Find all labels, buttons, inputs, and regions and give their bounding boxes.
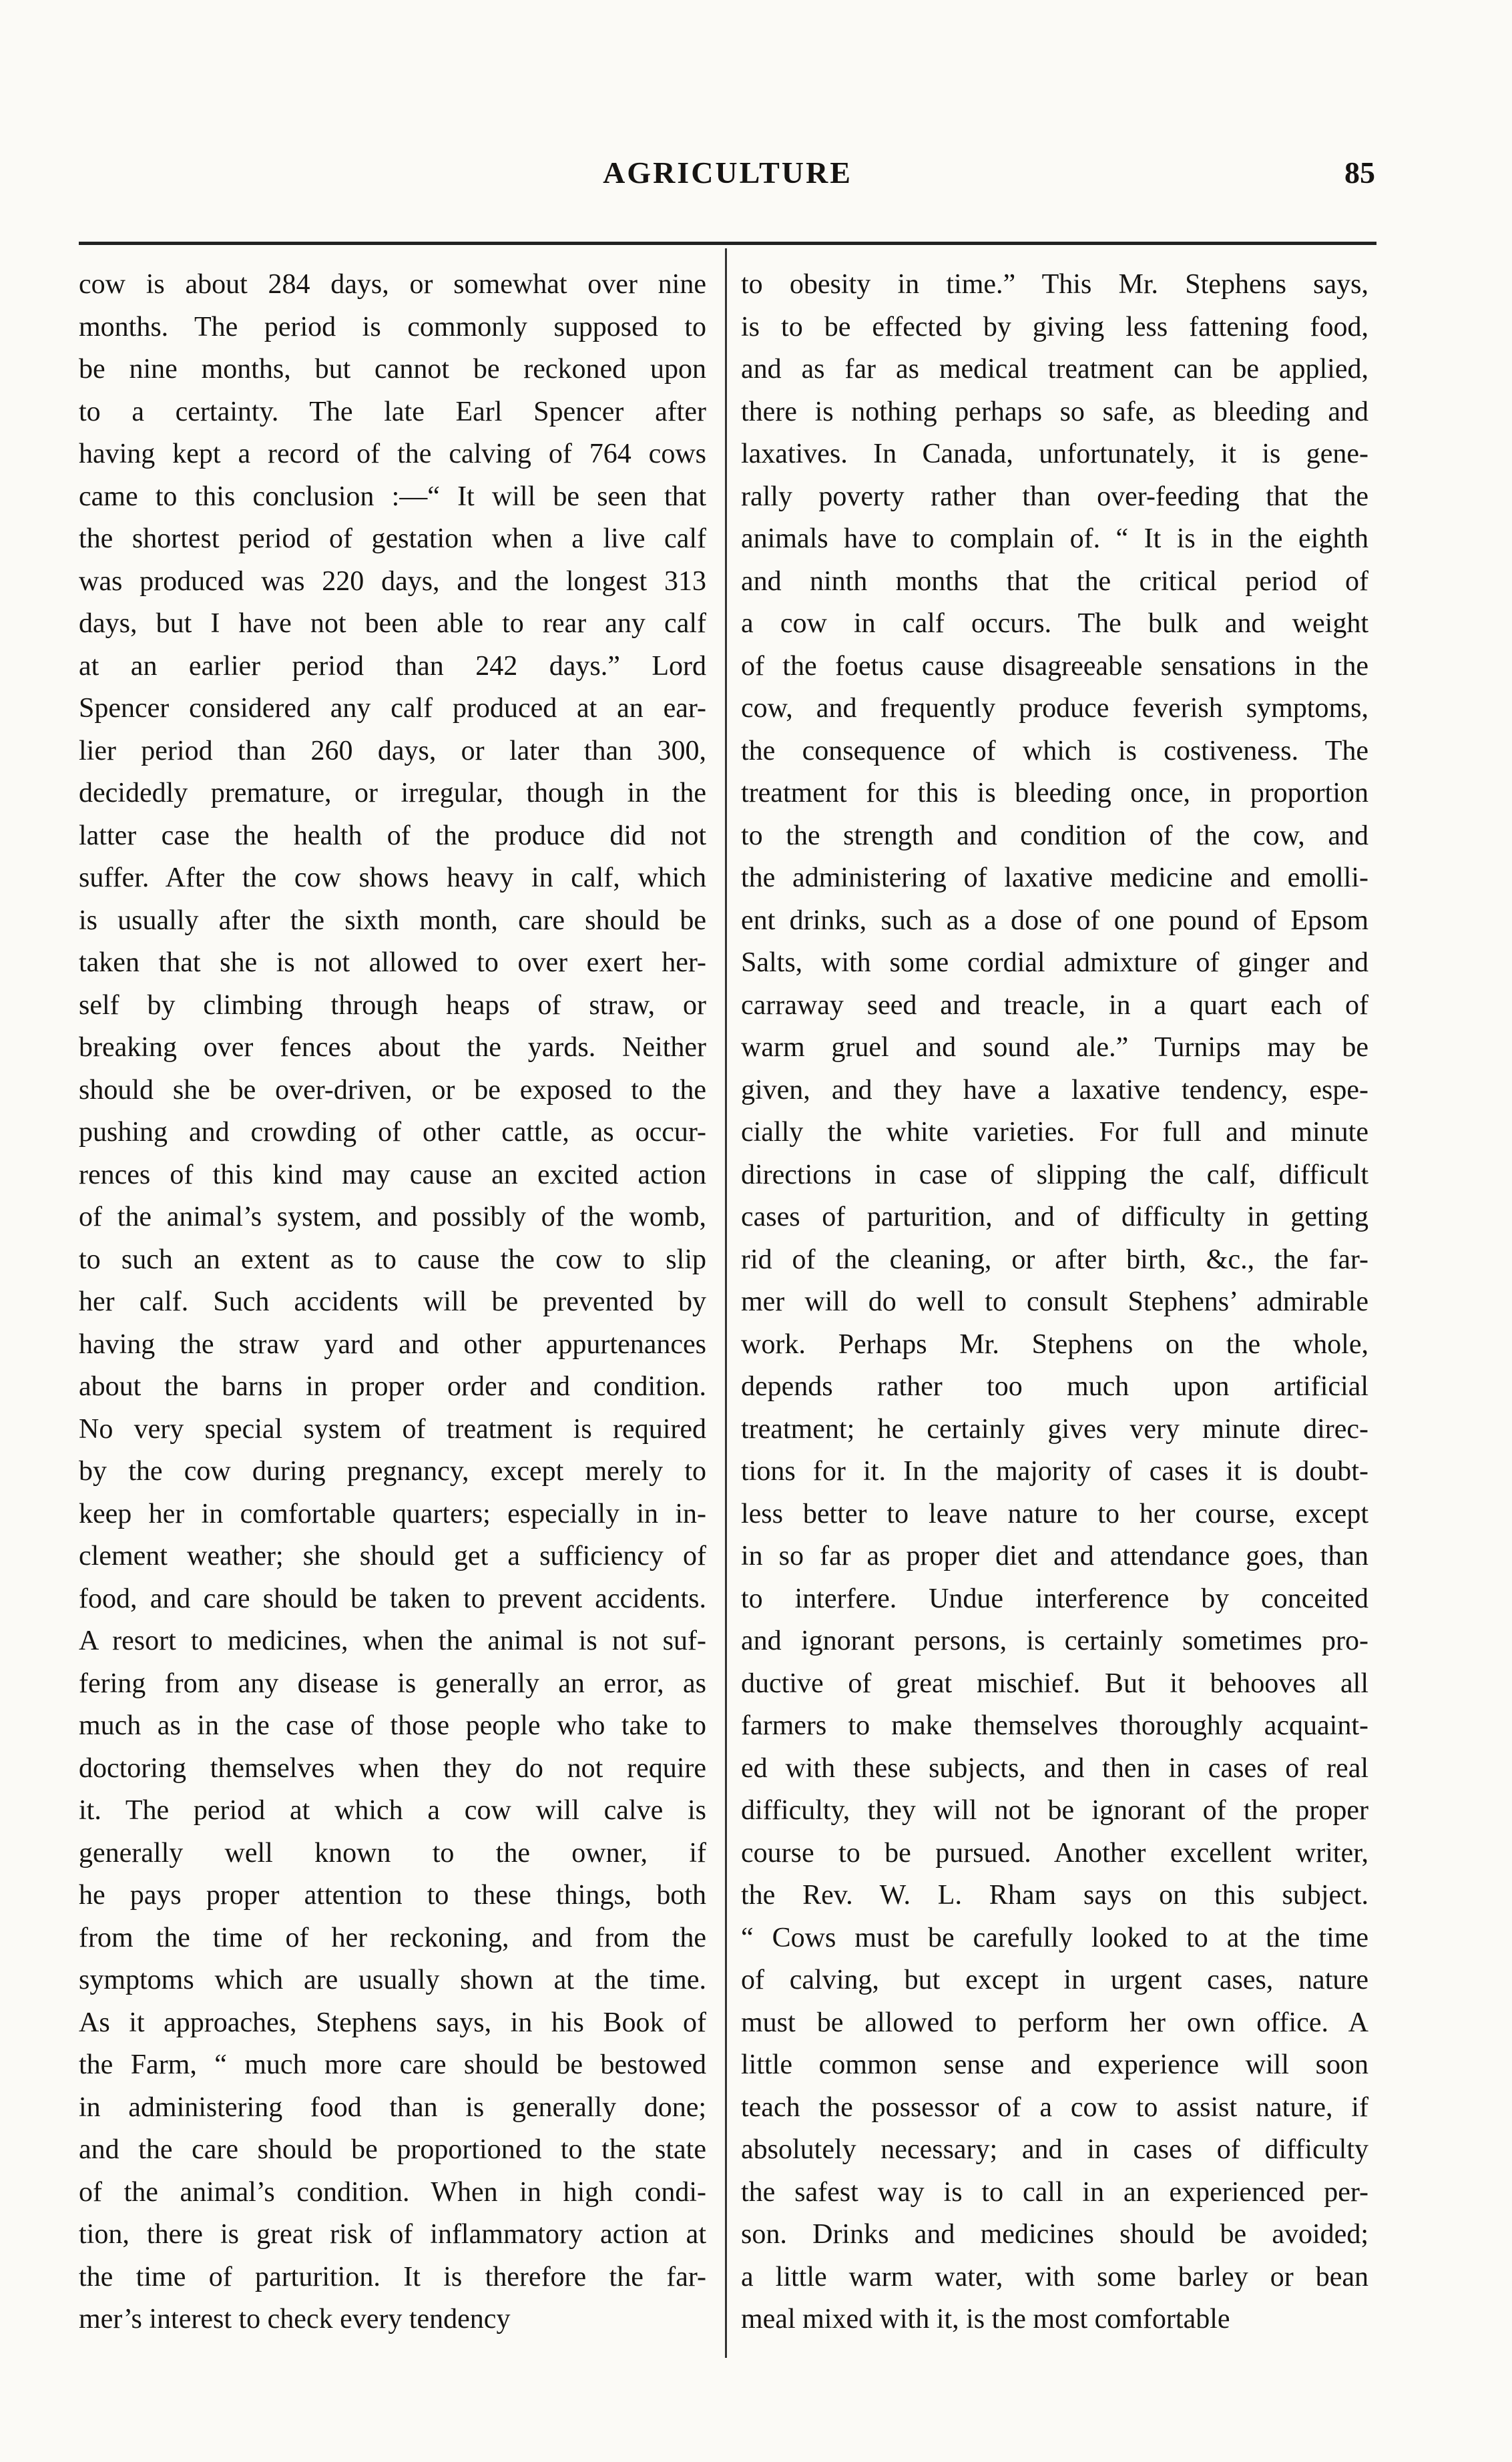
text-line: ductive of great mischief. But it behooves all	[741, 1668, 1368, 1699]
text-line: to interfere. Undue interference by conceited	[741, 1583, 1368, 1614]
text-line: carraway seed and treacle, in a quart each of	[741, 989, 1368, 1021]
text-line: a cow in calf occurs. The bulk and weight	[741, 608, 1368, 639]
text-line: pushing and crowding of other cattle, as occur-	[79, 1117, 706, 1148]
text-line: Spencer considered any calf produced at an ear-	[79, 693, 706, 724]
text-line: mer will do well to consult Stephens’ admirable	[741, 1286, 1368, 1317]
left-column	[79, 264, 706, 2373]
text-line: cow is about 284 days, or somewhat over nine	[79, 269, 706, 300]
page-header	[80, 155, 1375, 208]
text-line: son. Drinks and medicines should be avoided;	[741, 2219, 1368, 2250]
text-line: fering from any disease is generally an error, as	[79, 1668, 706, 1699]
text-line: work. Perhaps Mr. Stephens on the whole,	[741, 1328, 1368, 1360]
text-line: less better to leave nature to her course, except	[741, 1498, 1368, 1529]
text-line: difficulty, they will not be ignorant of the proper	[741, 1795, 1368, 1826]
text-line: self by climbing through heaps of straw, or	[79, 989, 706, 1021]
text-line: meal mixed with it, is the most comfortable	[741, 2304, 1230, 2334]
text-line: taken that she is not allowed to over exert her-	[79, 947, 706, 978]
text-line: food, and care should be taken to prevent accidents.	[79, 1583, 706, 1614]
text-line: mer’s interest to check every tendency	[79, 2304, 511, 2334]
text-line: the administering of laxative medicine and emolli-	[741, 863, 1368, 893]
text-line: is to be effected by giving less fattening food,	[741, 311, 1368, 342]
text-line: having the straw yard and other appurtenances	[79, 1328, 706, 1360]
text-line: given, and they have a laxative tendency, espe-	[741, 1074, 1368, 1105]
text-line: laxatives. In Canada, unfortunately, it is gene-	[741, 439, 1368, 469]
text-line: tions for it. In the majority of cases it is doubt-	[741, 1456, 1368, 1487]
text-line: it. The period at which a cow will calve is	[79, 1795, 706, 1826]
text-line: the safest way is to call in an experienced per-	[741, 2176, 1368, 2208]
text-line: breaking over fences about the yards. Neither	[79, 1032, 706, 1063]
text-line: ed with these subjects, and then in cases of real	[741, 1752, 1368, 1784]
text-line: having kept a record of the calving of 764 cows	[79, 439, 706, 469]
text-line: teach the possessor of a cow to assist nature, if	[741, 2091, 1368, 2123]
text-line: doctoring themselves when they do not require	[79, 1752, 706, 1784]
running-title: AGRICULTURE	[603, 156, 852, 190]
text-line: Salts, with some cordial admixture of ginger and	[741, 947, 1368, 978]
text-line: the shortest period of gestation when a live calf	[79, 523, 706, 554]
text-line: and the care should be proportioned to the state	[79, 2134, 706, 2165]
text-line: depends rather too much upon artificial	[741, 1371, 1368, 1402]
text-line: to a certainty. The late Earl Spencer after	[79, 396, 706, 427]
text-line: generally well known to the owner, if	[79, 1837, 706, 1869]
text-line: absolutely necessary; and in cases of difficulty	[741, 2134, 1368, 2165]
text-line: cially the white varieties. For full and minute	[741, 1117, 1368, 1148]
text-line: No very special system of treatment is required	[79, 1413, 706, 1445]
text-line: of the animal’s condition. When in high condi-	[79, 2176, 706, 2208]
text-line: keep her in comfortable quarters; especially in in-	[79, 1498, 706, 1529]
text-line: little common sense and experience will soon	[741, 2049, 1368, 2080]
text-line: there is nothing perhaps so safe, as bleeding and	[741, 396, 1368, 427]
text-line: in administering food than is generally done;	[79, 2091, 706, 2123]
text-line: to the strength and condition of the cow, and	[741, 820, 1368, 851]
text-line: lier period than 260 days, or later than 300,	[79, 735, 706, 766]
text-line: farmers to make themselves thoroughly acquaint-	[741, 1710, 1368, 1741]
text-line: in so far as proper diet and attendance goes, than	[741, 1541, 1368, 1571]
text-line: treatment for this is bleeding once, in proportion	[741, 778, 1368, 808]
text-line: the Farm, “ much more care should be bestowed	[79, 2049, 706, 2080]
text-line: is usually after the sixth month, care should be	[79, 905, 706, 936]
text-line: at an earlier period than 242 days.” Lord	[79, 650, 706, 682]
text-line: suffer. After the cow shows heavy in calf, which	[79, 863, 706, 893]
text-line: the consequence of which is costiveness. The	[741, 735, 1368, 766]
text-line: by the cow during pregnancy, except merely to	[79, 1456, 706, 1487]
text-line: clement weather; she should get a sufficiency of	[79, 1541, 706, 1571]
text-line: warm gruel and sound ale.” Turnips may be	[741, 1032, 1368, 1063]
text-line: her calf. Such accidents will be prevented by	[79, 1286, 706, 1317]
text-line: rally poverty rather than over-feeding that the	[741, 481, 1368, 512]
text-line: animals have to complain of. “ It is in the eighth	[741, 523, 1368, 554]
text-line: a little warm water, with some barley or bean	[741, 2261, 1368, 2292]
text-line: he pays proper attention to these things, both	[79, 1880, 706, 1911]
text-line: latter case the health of the produce did not	[79, 820, 706, 851]
right-column	[741, 264, 1368, 2373]
page-number: 85	[1344, 156, 1375, 190]
text-line: symptoms which are usually shown at the time.	[79, 1965, 706, 1995]
text-line: to such an extent as to cause the cow to slip	[79, 1244, 706, 1275]
text-line: came to this conclusion :—“ It will be seen that	[79, 481, 706, 512]
text-line: much as in the case of those people who take to	[79, 1710, 706, 1741]
text-line: cow, and frequently produce feverish symptoms,	[741, 693, 1368, 724]
text-line: the Rev. W. L. Rham says on this subject.	[741, 1880, 1368, 1911]
column-divider	[725, 248, 727, 2358]
text-line: days, but I have not been able to rear any calf	[79, 608, 706, 639]
text-line: A resort to medicines, when the animal is not suf-	[79, 1626, 706, 1656]
text-line: rid of the cleaning, or after birth, &c., the far-	[741, 1244, 1368, 1275]
text-line: course to be pursued. Another excellent writer,	[741, 1837, 1368, 1869]
text-line: As it approaches, Stephens says, in his Book of	[79, 2007, 706, 2038]
text-line: from the time of her reckoning, and from the	[79, 1922, 706, 1953]
text-line: decidedly premature, or irregular, though in the	[79, 778, 706, 808]
text-line: tion, there is great risk of inflammatory action at	[79, 2219, 706, 2250]
text-line: and ninth months that the critical period of	[741, 565, 1368, 597]
text-line: must be allowed to perform her own office. A	[741, 2007, 1368, 2038]
text-line: of the foetus cause disagreeable sensations in the	[741, 650, 1368, 682]
text-line: should she be over-driven, or be exposed to the	[79, 1074, 706, 1105]
text-line: rences of this kind may cause an excited action	[79, 1159, 706, 1190]
text-line: ent drinks, such as a dose of one pound of Epsom	[741, 905, 1368, 936]
text-line: months. The period is commonly supposed to	[79, 311, 706, 342]
text-line: treatment; he certainly gives very minute direc-	[741, 1413, 1368, 1445]
text-line: of the animal’s system, and possibly of the womb,	[79, 1202, 706, 1232]
text-line: “ Cows must be carefully looked to at the time	[741, 1922, 1368, 1953]
text-line: be nine months, but cannot be reckoned upon	[79, 354, 706, 385]
header-rule	[79, 242, 1376, 245]
text-line: and as far as medical treatment can be applied,	[741, 354, 1368, 385]
text-line: and ignorant persons, is certainly sometimes pro-	[741, 1626, 1368, 1656]
text-line: directions in case of slipping the calf, difficult	[741, 1159, 1368, 1190]
text-line: about the barns in proper order and condition.	[79, 1371, 706, 1402]
text-line: of calving, but except in urgent cases, nature	[741, 1965, 1368, 1995]
text-line: to obesity in time.” This Mr. Stephens says,	[741, 269, 1368, 300]
text-line: the time of parturition. It is therefore the far-	[79, 2261, 706, 2292]
text-line: cases of parturition, and of difficulty in getting	[741, 1202, 1368, 1232]
text-line: was produced was 220 days, and the longest 313	[79, 565, 706, 597]
